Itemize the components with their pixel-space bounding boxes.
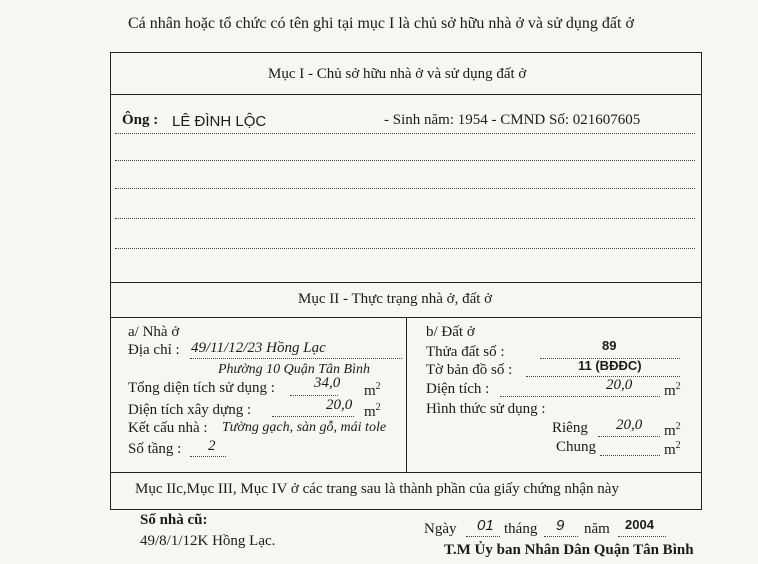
floors-dots [190, 456, 226, 457]
map-value: 11 (BĐĐC) [578, 358, 642, 373]
map-dots [526, 376, 680, 377]
date-month-value: 9 [556, 517, 565, 534]
unit-text: m [664, 442, 676, 458]
owner-prefix: Ông : [122, 112, 159, 128]
address-label: Địa chỉ : [128, 342, 180, 358]
section2-title: Mục II - Thực trạng nhà ở, đất ở [298, 291, 493, 307]
section1-title: Mục I - Chủ sở hữu nhà ở và sử dụng đất ở [268, 66, 527, 82]
blank-line [115, 218, 695, 219]
shared-dots [600, 455, 660, 456]
map-label: Tờ bản đồ số : [426, 362, 513, 378]
structure-label: Kết cấu nhà : [128, 420, 208, 436]
land-area-label: Diện tích : [426, 381, 490, 397]
old-number-label: Số nhà cũ: [140, 512, 208, 528]
date-year-label: năm [584, 521, 610, 537]
date-year-value: 2004 [625, 517, 654, 532]
private-label: Riêng [552, 420, 588, 436]
floors-value: 2 [208, 438, 216, 454]
blank-line [115, 133, 695, 134]
unit-text: m [364, 383, 376, 399]
build-area-value: 20,0 [326, 397, 353, 413]
total-area-label: Tổng diện tích sử dụng : [128, 380, 275, 396]
date-year-dots [618, 536, 666, 537]
section1-divider [110, 94, 702, 95]
private-value: 20,0 [616, 417, 643, 433]
section2-top-divider [110, 282, 702, 283]
floors-label: Số tầng : [128, 441, 182, 457]
date-day-value: 01 [477, 517, 494, 534]
house-heading: a/ Nhà ở [128, 324, 180, 340]
owner-info: - Sinh năm: 1954 - CMND Số: 021607605 [384, 112, 641, 128]
build-area-dots [272, 416, 354, 417]
private-unit: $m^2$ [664, 421, 681, 439]
unit-text: m [664, 383, 676, 399]
parcel-label: Thửa đất số : [426, 344, 505, 360]
usage-label: Hình thức sử dụng : [426, 401, 546, 417]
signatory: T.M Ủy ban Nhân Dân Quận Tân Bình [444, 542, 694, 558]
intro-text: Cá nhân hoặc tổ chức có tên ghi tại mục I là chủ sở hữu nhà ở và sử dụng đất ở [128, 15, 634, 32]
total-area-unit: $m^2$ [364, 381, 381, 399]
date-day-label: Ngày [424, 521, 457, 537]
parcel-value: 89 [602, 338, 617, 353]
land-heading: b/ Đất ở [426, 324, 475, 340]
private-dots [598, 436, 660, 437]
structure-value: Tường gạch, sàn gỗ, mái tole [222, 420, 387, 435]
total-area-dots [290, 395, 338, 396]
shared-unit: $m^2$ [664, 440, 681, 458]
footnote: Mục IIc,Mục III, Mục IV ở các trang sau là thành phần của giấy chứng nhận này [135, 481, 619, 497]
build-area-unit: $m^2$ [364, 402, 381, 420]
date-day-dots [466, 536, 500, 537]
footnote-divider [110, 472, 702, 473]
old-number-value: 49/8/1/12K Hồng Lạc. [140, 533, 276, 549]
land-area-dots [500, 396, 660, 397]
owner-name: LÊ ĐÌNH LỘC [172, 113, 267, 130]
address-value: 49/11/12/23 Hồng Lạc [191, 340, 326, 356]
land-area-value: 20,0 [606, 377, 633, 393]
date-month-label: tháng [504, 521, 538, 537]
address-value-2: Phường 10 Quận Tân Bình [218, 362, 370, 377]
blank-line [115, 248, 695, 249]
date-month-dots [544, 536, 578, 537]
shared-label: Chung [556, 439, 597, 455]
build-area-label: Diện tích xây dựng : [128, 402, 252, 418]
land-area-unit: $m^2$ [664, 381, 681, 399]
unit-text: m [664, 423, 676, 439]
total-area-value: 34,0 [314, 375, 341, 391]
blank-line [115, 160, 695, 161]
unit-text: m [364, 404, 376, 420]
address-dots [190, 358, 402, 359]
column-divider [406, 317, 407, 472]
blank-line [115, 188, 695, 189]
